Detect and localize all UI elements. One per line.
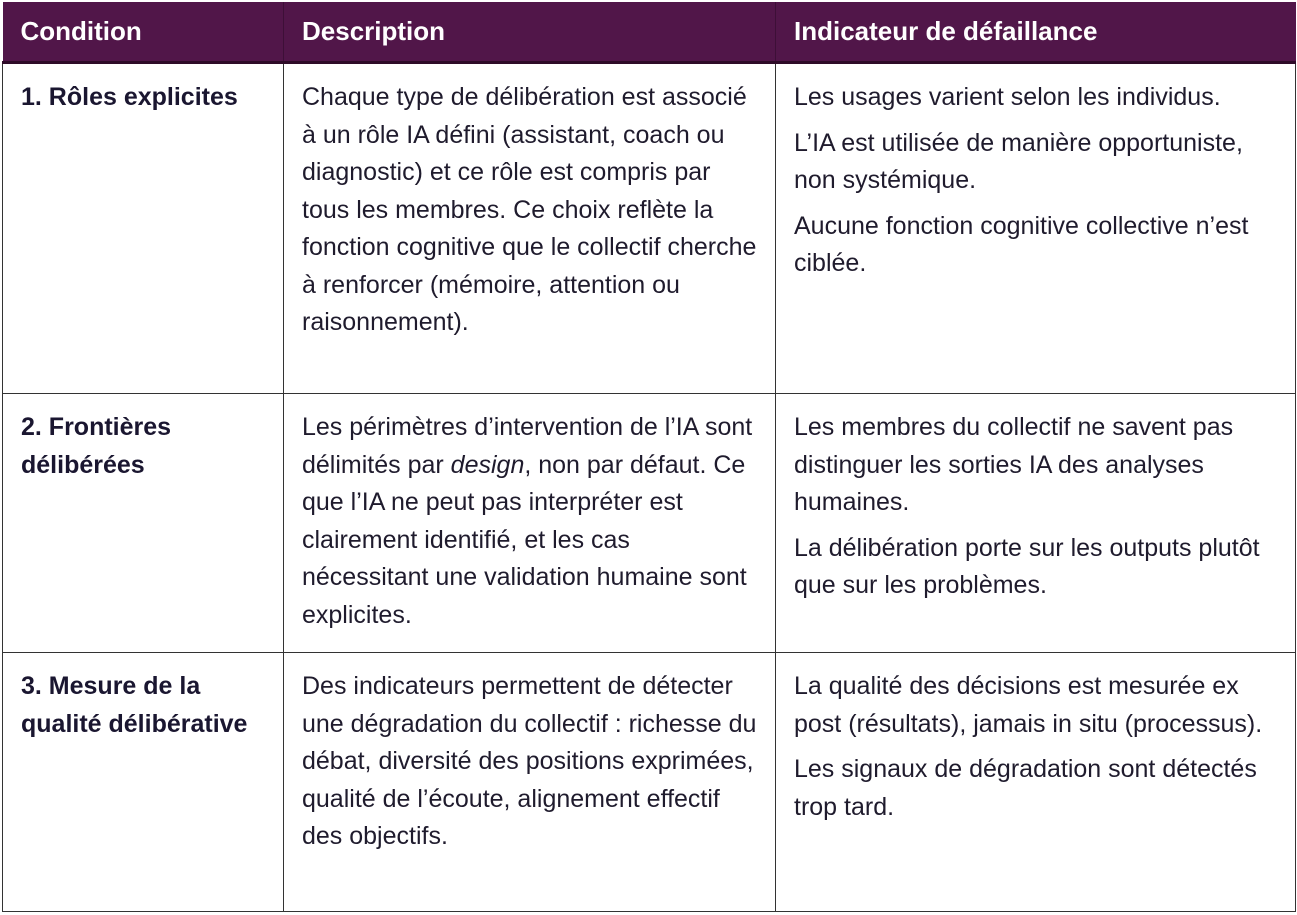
indicator-cell xyxy=(776,63,1296,394)
condition-cell: 1. Rôles explicites xyxy=(3,63,284,394)
header-indicator: Indicateur de défaillance xyxy=(776,2,1296,63)
table-row xyxy=(3,394,1296,653)
indicator-item: Les membres du collectif ne savent pas distinguer les sorties IA des analyses humaines. xyxy=(794,413,1234,516)
condition-cell: 3. Mesure de la qualité délibérative xyxy=(3,653,284,912)
description-text-before: Les périmètres d’intervention de l’IA sont délimités par xyxy=(302,413,753,479)
condition-cell: 2. Frontières délibérées xyxy=(3,394,284,653)
description-text-after: , non par défaut. Ce que l’IA ne peut pas interpréter est clairement identifié, et les cas nécessitant une validation humaine sont explicites. xyxy=(302,450,747,629)
header-condition: Condition xyxy=(3,2,284,63)
table-body xyxy=(3,63,1296,912)
indicator-item: Les usages varient selon les individus. xyxy=(794,83,1221,111)
indicator-item: L’IA est utilisée de manière opportuniste, non systémique. xyxy=(794,128,1243,194)
conditions-table xyxy=(2,2,1296,912)
header-row xyxy=(3,2,1296,63)
description-cell xyxy=(284,394,776,653)
indicator-item: La délibération porte sur les outputs plutôt que sur les problèmes. xyxy=(794,533,1260,599)
table-header xyxy=(3,2,1296,63)
indicator-item: La qualité des décisions est mesurée ex post (résultats), jamais in situ (processus). xyxy=(794,672,1263,738)
table-row xyxy=(3,653,1296,912)
description-cell: Des indicateurs permettent de détecter une dégradation du collectif : richesse du débat, diversité des positions exprimées, qualité de l’écoute, alignement effectif des objectifs. xyxy=(284,653,776,912)
description-emphasis: design xyxy=(450,450,525,479)
description-cell: Chaque type de délibération est associé à un rôle IA défini (assistant, coach ou diagnostic) et ce rôle est compris par tous les membres. Ce choix reflète la fonction cognitive que le collectif cherche à renforcer (mémoire, attention ou raisonnement). xyxy=(284,63,776,394)
indicator-item: Les signaux de dégradation sont détectés trop tard. xyxy=(794,755,1257,821)
table-row xyxy=(3,63,1296,394)
indicator-item: Aucune fonction cognitive collective n’est ciblée. xyxy=(794,211,1249,277)
indicator-cell xyxy=(776,653,1296,912)
header-description: Description xyxy=(284,2,776,63)
indicator-cell xyxy=(776,394,1296,653)
